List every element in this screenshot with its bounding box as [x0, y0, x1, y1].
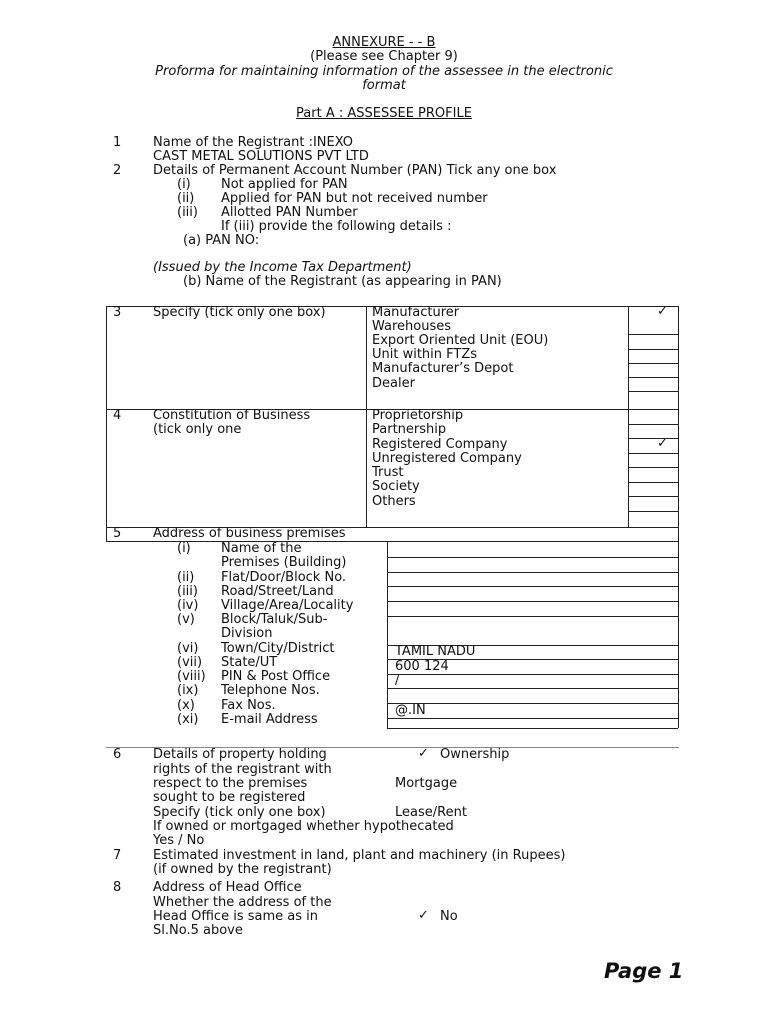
unit-type-option[interactable]: Manufacturer’s Depot	[372, 361, 514, 376]
investment-label: Estimated investment in land, plant and machinery (in Rupees)	[153, 848, 566, 863]
address-field-num: (vii)	[177, 655, 203, 670]
address-label: Address of business premises	[153, 526, 346, 541]
item-1-number: 1	[113, 135, 122, 150]
constitution-label-cont: (tick only one	[153, 422, 242, 437]
address-field-label: Road/Street/Land	[221, 584, 334, 599]
see-chapter-note: (Please see Chapter 9)	[310, 49, 458, 64]
address-field-label: Telephone Nos.	[221, 683, 320, 698]
address-row-line	[387, 688, 678, 689]
address-field-label: Name of the	[221, 541, 302, 556]
registered-company-checkmark-icon[interactable]: ✓	[657, 436, 668, 451]
registrant-name-label: Name of the Registrant :INEXO	[153, 135, 354, 150]
address-row-line	[387, 601, 678, 602]
address-field-label: Premises (Building)	[221, 555, 347, 570]
ownership-checkmark-icon[interactable]: ✓	[418, 746, 429, 761]
pin-value[interactable]: 600 124	[395, 659, 449, 674]
hypothecated-yes-no[interactable]: Yes / No	[153, 833, 205, 848]
item-6-number: 6	[113, 747, 122, 762]
property-holding-label: Specify (tick only one box)	[153, 805, 326, 820]
property-holding-label: sought to be registered	[153, 790, 306, 805]
address-field-num: (viii)	[177, 669, 206, 684]
unit-type-option[interactable]: Export Oriented Unit (EOU)	[372, 333, 549, 348]
telephone-value[interactable]: /	[395, 673, 400, 688]
address-field-label: Division	[221, 626, 273, 641]
address-field-num: (v)	[177, 612, 195, 627]
checkbox-line	[628, 424, 678, 425]
pan-option-not-applied[interactable]: Not applied for PAN	[221, 177, 348, 192]
pan-option-i-num: (i)	[177, 177, 191, 192]
item-8-number: 8	[113, 880, 122, 895]
address-field-num: (x)	[177, 698, 195, 713]
head-office-answer[interactable]: No	[440, 909, 458, 924]
property-holding-label: respect to the premises	[153, 776, 308, 791]
unit-type-label: Specify (tick only one box)	[153, 305, 326, 320]
address-field-label: Flat/Door/Block No.	[221, 570, 347, 585]
checkbox-line	[628, 496, 678, 497]
head-office-label: Sl.No.5 above	[153, 923, 243, 938]
property-holding-label: Details of property holding	[153, 747, 327, 762]
address-field-label: State/UT	[221, 655, 278, 670]
constitution-option[interactable]: Others	[372, 494, 416, 509]
address-row-line	[387, 557, 678, 558]
investment-label-cont: (if owned by the registrant)	[153, 862, 332, 877]
pan-registrant-name-field[interactable]: (b) Name of the Registrant (as appearing in PAN)	[183, 274, 502, 289]
lease-option[interactable]: Lease/Rent	[395, 805, 467, 820]
address-field-label: Village/Area/Locality	[221, 598, 354, 613]
address-field-label: E-mail Address	[221, 712, 318, 727]
item-7-number: 7	[113, 848, 122, 863]
pan-number-field[interactable]: (a) PAN NO:	[183, 233, 260, 248]
checkbox-line	[628, 482, 678, 483]
pan-if-iii-note: If (iii) provide the following details :	[221, 219, 452, 234]
constitution-option[interactable]: Registered Company	[372, 437, 508, 452]
table-divider-label	[366, 306, 367, 527]
checkbox-line	[628, 363, 678, 364]
address-field-label: Town/City/District	[221, 641, 335, 656]
pan-details-title: Details of Permanent Account Number (PAN) Tick any one box	[153, 163, 557, 178]
proforma-line-2: format	[362, 78, 406, 93]
unit-type-option[interactable]: Dealer	[372, 376, 415, 391]
address-row-line	[387, 616, 678, 617]
pan-option-iii-num: (iii)	[177, 205, 198, 220]
page-number: Page 1	[604, 959, 684, 983]
item-2-number: 2	[113, 163, 122, 178]
checkbox-line	[628, 511, 678, 512]
constitution-option[interactable]: Proprietorship	[372, 408, 464, 423]
checkbox-line	[628, 453, 678, 454]
part-a-title: Part A : ASSESSEE PROFILE	[296, 106, 472, 121]
manufacturer-checkmark-icon[interactable]: ✓	[657, 304, 668, 319]
address-field-num: (iii)	[177, 584, 198, 599]
address-row-line	[387, 572, 678, 573]
proforma-line-1: Proforma for maintaining information of the assessee in the electronic	[155, 64, 613, 79]
constitution-label: Constitution of Business	[153, 408, 311, 423]
annexure-title: ANNEXURE - - B	[332, 35, 436, 50]
address-field-num: (iv)	[177, 598, 199, 613]
pan-option-allotted[interactable]: Allotted PAN Number	[221, 205, 358, 220]
address-field-label: PIN & Post Office	[221, 669, 331, 684]
unit-type-option[interactable]: Manufacturer	[372, 305, 460, 320]
address-row-line	[387, 586, 678, 587]
address-border-left	[106, 527, 107, 541]
head-office-label: Address of Head Office	[153, 880, 302, 895]
checkbox-line	[628, 438, 678, 439]
head-office-label: Whether the address of the	[153, 895, 332, 910]
table-divider-checkbox	[628, 306, 629, 527]
checkbox-line	[628, 467, 678, 468]
address-field-num: (xi)	[177, 712, 199, 727]
state-value[interactable]: TAMIL NADU	[395, 644, 476, 659]
constitution-option[interactable]: Unregistered Company	[372, 451, 522, 466]
head-office-label: Head Office is same as in	[153, 909, 318, 924]
item-5-number: 5	[113, 526, 122, 541]
address-field-num: (i)	[177, 541, 191, 556]
unit-type-option[interactable]: Unit within FTZs	[372, 347, 478, 362]
constitution-option[interactable]: Partnership	[372, 422, 447, 437]
checkbox-line	[628, 377, 678, 378]
ownership-option[interactable]: Ownership	[440, 747, 510, 762]
head-office-checkmark-icon[interactable]: ✓	[418, 908, 429, 923]
item-4-number: 4	[113, 408, 122, 423]
address-field-num: (ii)	[177, 570, 195, 585]
registrant-name-cont: CAST METAL SOLUTIONS PVT LTD	[153, 149, 369, 164]
pan-option-applied[interactable]: Applied for PAN but not received number	[221, 191, 488, 206]
address-border-right	[678, 527, 679, 728]
address-divider	[387, 541, 388, 728]
checkbox-line	[628, 349, 678, 350]
address-row-line	[387, 718, 678, 719]
property-holding-label: rights of the registrant with	[153, 762, 332, 777]
mortgage-option[interactable]: Mortgage	[395, 776, 458, 791]
checkbox-line	[628, 391, 678, 392]
address-field-num: (ix)	[177, 683, 199, 698]
address-field-label: Fax Nos.	[221, 698, 276, 713]
table-border-left	[106, 306, 107, 527]
constitution-option[interactable]: Society	[372, 479, 420, 494]
pan-option-ii-num: (ii)	[177, 191, 195, 206]
constitution-option[interactable]: Trust	[372, 465, 404, 480]
table-border-right	[678, 306, 679, 527]
address-row-line	[387, 703, 678, 704]
email-value[interactable]: @.IN	[395, 703, 426, 718]
hypothecated-question: If owned or mortgaged whether hypothecated	[153, 819, 454, 834]
address-field-label: Block/Taluk/Sub-	[221, 612, 328, 627]
unit-type-option[interactable]: Warehouses	[372, 319, 452, 334]
pan-issuer-note: (Issued by the Income Tax Department)	[153, 260, 412, 275]
address-row-line	[387, 728, 678, 729]
checkbox-line	[628, 334, 678, 335]
address-field-num: (vi)	[177, 641, 199, 656]
item-3-number: 3	[113, 305, 122, 320]
